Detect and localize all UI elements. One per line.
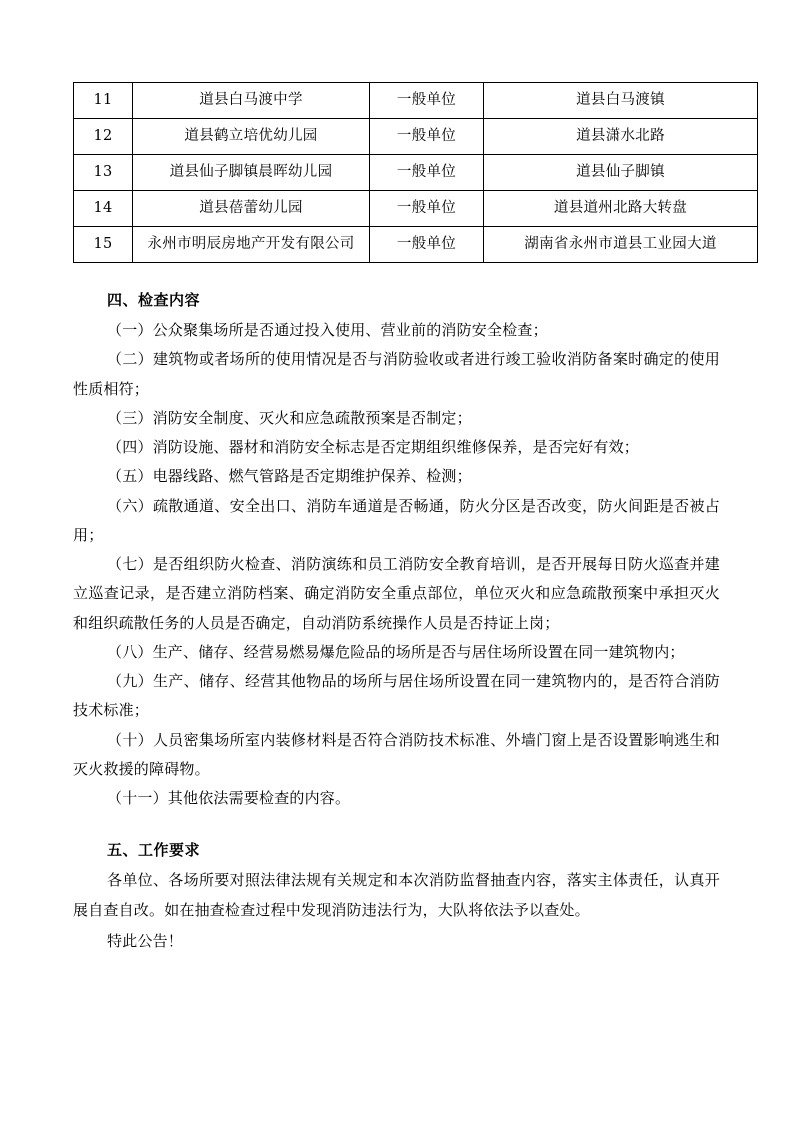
section-heading-inspection-content: 四、检查内容 — [107, 291, 201, 310]
work-requirement-paragraph: 各单位、各场所要对照法律法规有关规定和本次消防监督抽查内容，落实主体责任，认真开展自查自改。如在抽查检查过程中发现消防违法行为，大队将依法予以查处。 — [73, 871, 720, 919]
inspection-item-11: （十一）其他依法需要检查的内容。 — [107, 789, 351, 808]
inspection-item-3: （三）消防安全制度、灭火和应急疏散预案是否制定； — [107, 408, 472, 427]
table-row — [74, 227, 758, 263]
row-number: 14 — [74, 191, 133, 227]
inspection-item-5: （五）电器线路、燃气管路是否定期维护保养、检测； — [107, 467, 472, 486]
table-row — [74, 83, 758, 119]
section-heading-work-requirements: 五、工作要求 — [107, 841, 201, 860]
inspection-item-9: （九）生产、储存、经营其他物品的场所与居住场所设置在同一建筑物内的，是否符合消防技术标准； — [73, 672, 720, 720]
unit-address: 道县仙子脚镇 — [484, 155, 758, 191]
unit-name: 道县仙子脚镇晨晖幼儿园 — [133, 155, 370, 191]
unit-address: 道县白马渡镇 — [484, 83, 758, 119]
inspection-item-2: （二）建筑物或者场所的使用情况是否与消防验收或者进行竣工验收消防备案时确定的使用性质相符； — [73, 350, 720, 398]
unit-inspection-table — [73, 82, 758, 263]
inspection-item-6: （六）疏散通道、安全出口、消防车通道是否畅通，防火分区是否改变，防火间距是否被占用； — [73, 496, 720, 544]
unit-name: 道县白马渡中学 — [133, 83, 370, 119]
inspection-item-10: （十）人员密集场所室内装修材料是否符合消防技术标准、外墙门窗上是否设置影响逃生和灭火救援的障碍物。 — [73, 730, 720, 778]
row-number: 11 — [74, 83, 133, 119]
inspection-item-8: （八）生产、储存、经营易燃易爆危险品的场所是否与居住场所设置在同一建筑物内； — [107, 642, 685, 661]
inspection-item-7: （七）是否组织防火检查、消防演练和员工消防安全教育培训，是否开展每日防火巡查并建立巡查记录，是否建立消防档案、确定消防安全重点部位，单位灭火和应急疏散预案中承担灭火和组织疏散任务的人员是否确定，自动消防系统操作人员是否持证上岗； — [73, 555, 720, 632]
unit-name: 道县蓓蕾幼儿园 — [133, 191, 370, 227]
unit-address: 湖南省永州市道县工业园大道 — [484, 227, 758, 263]
inspection-item-4: （四）消防设施、器材和消防安全标志是否定期组织维修保养，是否完好有效； — [107, 438, 640, 457]
unit-name: 道县鹤立培优幼儿园 — [133, 119, 370, 155]
unit-address: 道县潇水北路 — [484, 119, 758, 155]
table-body — [74, 83, 758, 263]
row-number: 13 — [74, 155, 133, 191]
table-row — [74, 119, 758, 155]
unit-address: 道县道州北路大转盘 — [484, 191, 758, 227]
unit-type: 一般单位 — [370, 227, 484, 263]
row-number: 15 — [74, 227, 133, 263]
unit-type: 一般单位 — [370, 119, 484, 155]
unit-type: 一般单位 — [370, 191, 484, 227]
row-number: 12 — [74, 119, 133, 155]
unit-name: 永州市明辰房地产开发有限公司 — [133, 227, 370, 263]
table-row — [74, 155, 758, 191]
table-row — [74, 191, 758, 227]
unit-type: 一般单位 — [370, 83, 484, 119]
unit-type: 一般单位 — [370, 155, 484, 191]
announcement-closing: 特此公告！ — [107, 931, 184, 950]
inspection-item-1: （一）公众聚集场所是否通过投入使用、营业前的消防安全检查； — [107, 321, 548, 340]
